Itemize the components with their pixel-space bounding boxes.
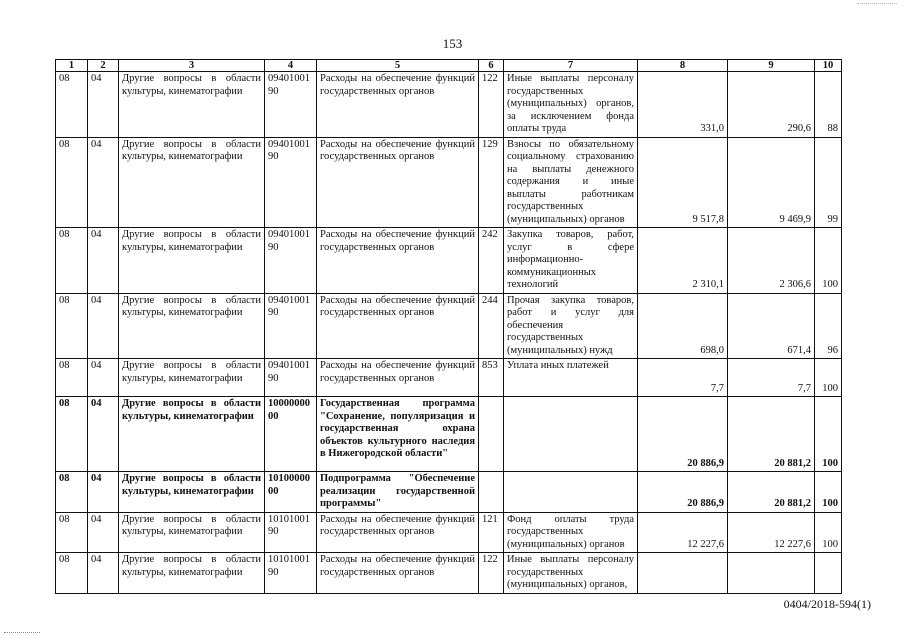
cell-c9: 290,6 [728, 72, 815, 138]
cell-c10: 96 [815, 293, 842, 359]
table-row [56, 397, 842, 472]
cell-c8: 7,7 [638, 359, 728, 397]
cell-c1: 08 [56, 72, 88, 138]
cell-c1: 08 [56, 359, 88, 397]
scan-artifact [857, 3, 897, 4]
cell-c10: 100 [815, 512, 842, 553]
budget-table [55, 59, 842, 594]
column-header: 1 [56, 60, 88, 72]
cell-c1: 08 [56, 228, 88, 294]
cell-c5: Расходы на обеспечение функций государственных органов [317, 137, 479, 228]
table-row [56, 293, 842, 359]
table-header-row [56, 60, 842, 72]
cell-c1: 08 [56, 137, 88, 228]
scan-artifact [4, 632, 40, 633]
cell-c1: 08 [56, 512, 88, 553]
cell-c2: 04 [88, 512, 119, 553]
cell-c7: Взносы по обязательному социальному страхованию на выплаты денежного содержания и иные выплаты работникам государственных (муниципальных) органов [504, 137, 638, 228]
cell-c2: 04 [88, 137, 119, 228]
cell-c6: 122 [479, 553, 504, 594]
cell-c3: Другие вопросы в области культуры, кинематографии [119, 137, 265, 228]
cell-c5: Расходы на обеспечение функций государственных органов [317, 228, 479, 294]
cell-c4: 0940100190 [265, 137, 317, 228]
table-row [56, 553, 842, 594]
cell-c6 [479, 397, 504, 472]
cell-c9: 7,7 [728, 359, 815, 397]
cell-c9: 20 881,2 [728, 472, 815, 513]
document-code: 0404/2018-594(1) [783, 597, 871, 611]
cell-c9: 671,4 [728, 293, 815, 359]
cell-c9: 2 306,6 [728, 228, 815, 294]
column-header: 9 [728, 60, 815, 72]
cell-c8: 12 227,6 [638, 512, 728, 553]
cell-c2: 04 [88, 228, 119, 294]
cell-c5: Расходы на обеспечение функций государственных органов [317, 293, 479, 359]
cell-c8: 9 517,8 [638, 137, 728, 228]
cell-c4: 1010100190 [265, 553, 317, 594]
cell-c5: Расходы на обеспечение функций государственных органов [317, 359, 479, 397]
cell-c8: 20 886,9 [638, 397, 728, 472]
column-header: 10 [815, 60, 842, 72]
column-header: 7 [504, 60, 638, 72]
table-row [56, 359, 842, 397]
cell-c7: Закупка товаров, работ, услуг в сфере информационно-коммуникационных технологий [504, 228, 638, 294]
column-header: 5 [317, 60, 479, 72]
table-row [56, 137, 842, 228]
cell-c7: Иные выплаты персоналу государственных (муниципальных) органов, за исключением фонда оплаты труда [504, 72, 638, 138]
cell-c5: Расходы на обеспечение функций государственных органов [317, 512, 479, 553]
cell-c6: 129 [479, 137, 504, 228]
cell-c1: 08 [56, 553, 88, 594]
cell-c10: 100 [815, 359, 842, 397]
cell-c4: 0940100190 [265, 228, 317, 294]
cell-c10: 99 [815, 137, 842, 228]
cell-c4: 0940100190 [265, 293, 317, 359]
table-row [56, 472, 842, 513]
cell-c5: Расходы на обеспечение функций государственных органов [317, 72, 479, 138]
cell-c5: Подпрограмма "Обеспечение реализации государственной программы" [317, 472, 479, 513]
cell-c2: 04 [88, 359, 119, 397]
table-row [56, 228, 842, 294]
cell-c7 [504, 472, 638, 513]
cell-c1: 08 [56, 397, 88, 472]
cell-c9 [728, 553, 815, 594]
cell-c10: 100 [815, 472, 842, 513]
column-header: 8 [638, 60, 728, 72]
cell-c2: 04 [88, 397, 119, 472]
cell-c10 [815, 553, 842, 594]
cell-c7: Уплата иных платежей [504, 359, 638, 397]
cell-c5: Расходы на обеспечение функций государственных органов [317, 553, 479, 594]
cell-c3: Другие вопросы в области культуры, кинематографии [119, 397, 265, 472]
column-header: 2 [88, 60, 119, 72]
table-body [56, 72, 842, 594]
column-header: 4 [265, 60, 317, 72]
cell-c8: 331,0 [638, 72, 728, 138]
cell-c9: 20 881,2 [728, 397, 815, 472]
cell-c3: Другие вопросы в области культуры, кинематографии [119, 472, 265, 513]
cell-c9: 9 469,9 [728, 137, 815, 228]
cell-c3: Другие вопросы в области культуры, кинематографии [119, 359, 265, 397]
cell-c8: 698,0 [638, 293, 728, 359]
page-number: 153 [442, 36, 463, 51]
cell-c9: 12 227,6 [728, 512, 815, 553]
cell-c6: 242 [479, 228, 504, 294]
cell-c4: 1010000000 [265, 472, 317, 513]
cell-c3: Другие вопросы в области культуры, кинематографии [119, 512, 265, 553]
table-row [56, 512, 842, 553]
cell-c8: 2 310,1 [638, 228, 728, 294]
cell-c4: 0940100190 [265, 359, 317, 397]
cell-c2: 04 [88, 472, 119, 513]
cell-c6: 244 [479, 293, 504, 359]
cell-c2: 04 [88, 553, 119, 594]
cell-c8: 20 886,9 [638, 472, 728, 513]
cell-c1: 08 [56, 293, 88, 359]
cell-c10: 100 [815, 397, 842, 472]
cell-c7: Иные выплаты персоналу государственных (муниципальных) органов, [504, 553, 638, 594]
cell-c3: Другие вопросы в области культуры, кинематографии [119, 72, 265, 138]
table-row [56, 72, 842, 138]
cell-c4: 1000000000 [265, 397, 317, 472]
cell-c6: 121 [479, 512, 504, 553]
cell-c7 [504, 397, 638, 472]
column-header: 3 [119, 60, 265, 72]
cell-c8 [638, 553, 728, 594]
cell-c4: 0940100190 [265, 72, 317, 138]
cell-c6: 122 [479, 72, 504, 138]
cell-c1: 08 [56, 472, 88, 513]
cell-c6: 853 [479, 359, 504, 397]
cell-c7: Фонд оплаты труда государственных (муниципальных) органов [504, 512, 638, 553]
cell-c5: Государственная программа "Сохранение, популяризация и государственная охрана объектов культурного наследия в Нижегородской области" [317, 397, 479, 472]
cell-c10: 88 [815, 72, 842, 138]
cell-c2: 04 [88, 72, 119, 138]
cell-c3: Другие вопросы в области культуры, кинематографии [119, 228, 265, 294]
cell-c3: Другие вопросы в области культуры, кинематографии [119, 293, 265, 359]
column-header: 6 [479, 60, 504, 72]
cell-c7: Прочая закупка товаров, работ и услуг для обеспечения государственных (муниципальных) нужд [504, 293, 638, 359]
cell-c10: 100 [815, 228, 842, 294]
cell-c6 [479, 472, 504, 513]
cell-c4: 1010100190 [265, 512, 317, 553]
cell-c2: 04 [88, 293, 119, 359]
cell-c3: Другие вопросы в области культуры, кинематографии [119, 553, 265, 594]
